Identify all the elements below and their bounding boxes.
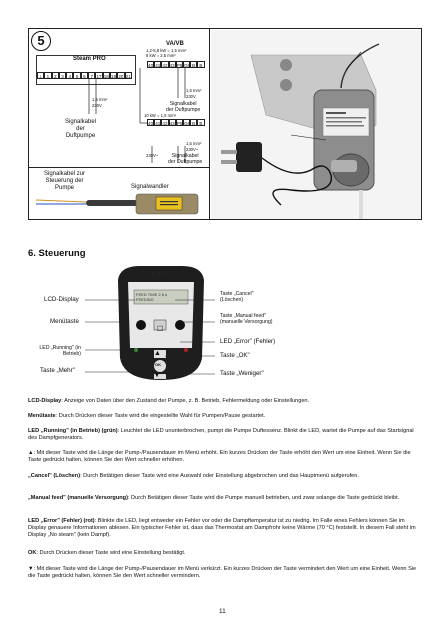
paragraph [28, 518, 422, 540]
paragraph-term: ▲ [28, 450, 34, 456]
ok-button[interactable]: OK [155, 362, 161, 367]
paragraph [28, 413, 422, 420]
wiring-left [36, 78, 136, 118]
terminal: 42 [162, 63, 168, 68]
cable-right-1-spec: 1,5 mm² [186, 88, 202, 93]
voltage-230-label: 230V~ [146, 153, 159, 158]
terminal: P5 [176, 63, 183, 68]
signal-right-1-line1: Signalkabel [169, 101, 197, 107]
label-manual-feed-button [220, 313, 272, 325]
diagram-divider-vertical [209, 28, 210, 220]
terminal: 3 [59, 72, 66, 79]
lcd-line1: FEED TIME 2,5 s [136, 292, 168, 297]
valve-spec-b: 8 kW = 2,5 mm² [146, 53, 176, 58]
terminal: 21 [125, 74, 131, 79]
signal-right-1-label [166, 101, 200, 113]
paragraph [28, 398, 422, 405]
panel-brand-logo: TYLÖ [150, 268, 174, 278]
terminal: P5 [176, 121, 183, 126]
cable-right-2-spec: 1,5 mm² [186, 141, 202, 146]
valve-label: VA/VB [166, 41, 184, 47]
paragraph [28, 428, 422, 442]
terminal: 20 [118, 74, 124, 79]
paragraph-text: : Durch Drücken dieser Taste wird eine Einstellung bestätigt. [36, 550, 186, 556]
paragraph [28, 495, 422, 502]
label-manual-line1: Taste „Manual feed" [220, 313, 266, 319]
terminal: 7 [88, 72, 95, 79]
paragraph-text: : Durch Drücken dieser Taste wird die eingestellte Wahl für Pumpen/Pause gestartet. [55, 413, 266, 419]
paragraph [28, 450, 422, 464]
paragraph-term: LED „Error" (Fehler) (rot) [28, 518, 95, 524]
paragraph-text: : Durch Betätigen dieser Taste wird eine Auswahl oder Einstellung abgebrochen und das Hauptmenü aufgerufen. [80, 473, 359, 479]
signal-converter-illustration [36, 192, 206, 218]
terminal: 18 [103, 74, 109, 79]
label-lcd-display: LCD-Display [44, 296, 79, 303]
signal-control-line1: Signalkabel zur [44, 171, 86, 177]
terminal: 40 [148, 63, 154, 68]
paragraph-text: : Mit dieser Taste wird die Länge der Pump-/Pausendauer im Menü verkürzt. Ein kurzes Drücken der Taste vermindert den Wert um eine Einheit. Wenn Sie die Taste gedrückt halten, können Sie den Wert schneller vermindern. [28, 566, 417, 580]
label-ok-button: Taste „OK" [220, 352, 250, 359]
label-cancel-line1: Taste „Cancel" [220, 291, 254, 297]
paragraph-text: : Anzeige von Daten über den Zustand der Pumpe, z. B. Betrieb, Fehlermeldung oder Einstellungen. [61, 398, 310, 404]
paragraph-term: „Manual feed" (manuelle Versorgung) [28, 495, 128, 501]
label-menu-button: Menütaste [50, 318, 79, 325]
terminal: 41 [155, 63, 161, 68]
terminal: B [190, 61, 197, 68]
paragraph-term: LED „Running" (in Betrieb) (grün) [28, 428, 118, 434]
paragraph-text: : Blinkte die LED, liegt entweder ein Fehler vor oder die Dampftemperatur ist zu niedrig. Im Falle eines Fehlers können Sie im Display genauere Informationen ablesen. Ein typischer Fehler ist, dass das Thermostat am Dampfrohr keine Wärme (70 °C) feststellt. In diesem Fall steht im Display „No steam" (kein Dampf). [28, 518, 416, 539]
page-number: 11 [219, 608, 226, 615]
signal-left-line1: Signalkabel [65, 119, 97, 125]
down-arrow-icon[interactable]: ▼ [154, 373, 160, 379]
paragraph-term: Menütaste [28, 413, 56, 419]
paragraph-text: : Mit dieser Taste wird die Länge der Pump-/Pausendauer im Menü erhöht. Ein kurzes Drücken der Taste erhöht den Wert um eine Einheit. Wenn Sie die Taste gedrückt halten, können Sie den Wert schneller erhöhen. [28, 450, 411, 464]
signal-control-line2: Steuerung der [45, 178, 84, 184]
signal-control-label [44, 171, 85, 192]
label-more-button: Taste „Mehr" [40, 367, 75, 374]
valve-terminals-bottom [147, 119, 205, 126]
terminal: ⊥ [38, 74, 43, 79]
terminal: 2 [52, 72, 59, 79]
label-led-error: LED „Error" (Fehler) [220, 338, 276, 345]
signal-right-1-line2: der Duftpumpe [166, 107, 201, 114]
terminal: G6 [183, 121, 191, 126]
pump-photo [211, 30, 421, 219]
label-led-running-line2: Betrieb) [62, 351, 81, 358]
signal-left-line2: der [76, 126, 85, 132]
section-title: 6. Steuerung [28, 248, 86, 259]
cable-right-2-voltage: 230V~ [186, 147, 199, 152]
menu-button[interactable]: ☐ [157, 326, 164, 333]
signal-left-line3: Duftpumpe [65, 133, 96, 139]
lcd-line2: FEEDING [136, 297, 154, 302]
paragraph-term: OK [28, 550, 37, 556]
terminal: 42 [162, 121, 168, 126]
paragraph-term: LCD-Display [28, 398, 62, 404]
cable-left-voltage: 230V [92, 103, 102, 108]
paragraph [28, 566, 422, 580]
terminal: 5 [73, 72, 80, 79]
terminal: 43 [169, 121, 175, 126]
terminal: 6 [81, 72, 88, 79]
terminal: 41 [155, 121, 161, 126]
terminal: 4 [66, 72, 73, 79]
cable-left-spec: 1,5 mm² [92, 97, 108, 102]
signal-right-2-label [168, 153, 202, 165]
up-arrow-icon[interactable]: ▲ [154, 350, 161, 357]
panel-callouts [80, 290, 230, 380]
terminal: B [190, 119, 197, 126]
valve-spec-a: 1,2-5,8 kW = 1,5 mm² [146, 48, 187, 53]
cable-right-1-voltage: 230V [186, 94, 196, 99]
label-manual-line2: (manuelle Versorgung) [220, 319, 273, 326]
label-cancel-line2: (Löschen) [220, 297, 244, 304]
paragraph-text: : Leuchtet die LED ununterbrochen, pumpt die Pumpe Duftessenz. Blinkt die LED, wartet die Pumpe auf das Startsignal des Dampfgenerators. [28, 428, 414, 442]
paragraph-term: ▼ [28, 566, 34, 572]
spec-right-a: 10 kW = 1,5 mm² [144, 113, 176, 118]
converter-label: Signalwandler [131, 184, 169, 190]
signal-right-2-line1: Signalkabel [171, 153, 199, 159]
steam-pro-label: Steam PRO [73, 56, 106, 62]
diagram-5-number: 5 [31, 31, 51, 51]
terminal: 17 [96, 74, 102, 79]
paragraph [28, 550, 422, 557]
signal-left-label [65, 119, 96, 140]
label-led-running [33, 345, 81, 357]
terminal: G6 [183, 63, 191, 68]
paragraph-term: „Cancel" (Löschen) [28, 473, 81, 479]
paragraph [28, 473, 422, 480]
signal-control-line3: Pumpe [55, 185, 75, 191]
terminal: 43 [169, 63, 175, 68]
terminal: 1 [44, 72, 51, 79]
terminal: 40 [148, 121, 154, 126]
label-less-button: Taste „Weniger" [220, 370, 264, 377]
terminal: B [197, 61, 204, 68]
terminal: B [197, 119, 204, 126]
valve-terminals-top [147, 61, 205, 68]
paragraph-text: : Durch Betätigen dieser Taste wird die Pumpe manuell betrieben, und zwar solange die Taste gedrückt bleibt. [127, 495, 400, 501]
label-cancel-button [220, 291, 254, 303]
terminal: 19 [111, 74, 117, 79]
signal-right-2-line2: der Duftpumpe [168, 159, 203, 166]
label-led-running-line1: LED „Running" (in [39, 345, 81, 351]
